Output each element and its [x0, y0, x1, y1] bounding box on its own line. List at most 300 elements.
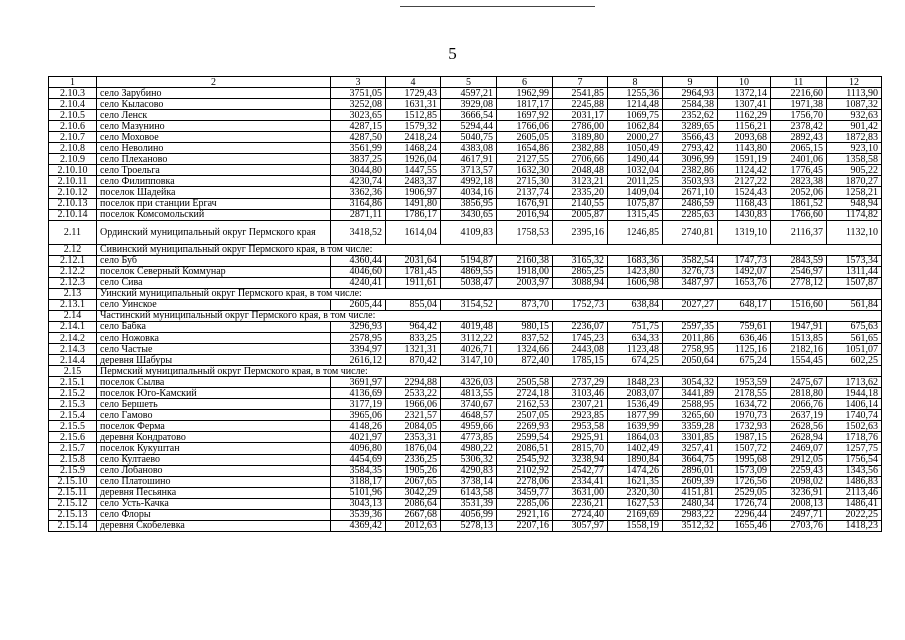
value-cell: 2584,38 [663, 99, 718, 110]
value-cell: 3740,67 [441, 399, 497, 410]
value-cell: 1257,75 [827, 443, 882, 454]
value-cell: 870,42 [386, 355, 441, 366]
value-cell: 2486,59 [663, 198, 718, 209]
value-cell: 2443,08 [553, 344, 608, 355]
settlement-name: село Култаево [97, 454, 331, 465]
value-cell: 4136,69 [331, 388, 386, 399]
value-cell: 964,42 [386, 321, 441, 332]
value-cell: 2086,64 [386, 498, 441, 509]
value-cell: 4597,21 [441, 88, 497, 99]
value-cell: 932,63 [827, 110, 882, 121]
value-cell: 1258,21 [827, 187, 882, 198]
value-cell: 2000,27 [608, 132, 663, 143]
value-cell: 4773,85 [441, 432, 497, 443]
row-code: 2.13 [49, 288, 97, 299]
table-row [49, 277, 882, 288]
value-cell: 4290,83 [441, 465, 497, 476]
table-row [49, 443, 882, 454]
value-cell: 1918,00 [497, 266, 553, 277]
value-cell: 3487,97 [663, 277, 718, 288]
value-cell: 3236,91 [771, 487, 827, 498]
table-row [49, 154, 882, 165]
value-cell: 1087,32 [827, 99, 882, 110]
value-cell: 2578,95 [331, 332, 386, 343]
table-row [49, 165, 882, 176]
value-cell: 4869,55 [441, 266, 497, 277]
value-cell: 4056,99 [441, 509, 497, 520]
value-cell: 1944,18 [827, 388, 882, 399]
value-cell: 1758,53 [497, 220, 553, 244]
value-cell: 1732,93 [718, 421, 771, 432]
value-cell: 1861,52 [771, 198, 827, 209]
value-cell: 4109,83 [441, 220, 497, 244]
value-cell: 1752,73 [553, 299, 608, 310]
value-cell: 2395,16 [553, 220, 608, 244]
value-cell: 5194,87 [441, 255, 497, 266]
value-cell: 1255,36 [608, 88, 663, 99]
value-cell: 3164,86 [331, 198, 386, 209]
row-code: 2.10.10 [49, 165, 97, 176]
value-cell: 4383,08 [441, 143, 497, 154]
value-cell: 948,94 [827, 198, 882, 209]
row-code: 2.10.13 [49, 198, 97, 209]
column-number-cell: 9 [663, 77, 718, 88]
table-row [49, 487, 882, 498]
value-cell: 1970,73 [718, 410, 771, 421]
table-row [49, 355, 882, 366]
value-cell: 2005,87 [553, 209, 608, 220]
value-cell: 1817,17 [497, 99, 553, 110]
value-cell: 1319,10 [718, 220, 771, 244]
value-cell: 2083,07 [608, 388, 663, 399]
value-cell: 3057,97 [553, 520, 608, 531]
value-cell: 1214,48 [608, 99, 663, 110]
settlement-name: поселок Шадейка [97, 187, 331, 198]
value-cell: 1507,72 [718, 443, 771, 454]
row-code: 2.10.11 [49, 176, 97, 187]
value-cell: 3418,52 [331, 220, 386, 244]
value-cell: 5101,96 [331, 487, 386, 498]
value-cell: 2011,25 [608, 176, 663, 187]
value-cell: 2162,53 [497, 399, 553, 410]
value-cell: 3430,65 [441, 209, 497, 220]
table-row [49, 377, 882, 388]
value-cell: 4617,91 [441, 154, 497, 165]
column-number-cell: 8 [608, 77, 663, 88]
row-code: 2.15.3 [49, 399, 97, 410]
value-cell: 2737,29 [553, 377, 608, 388]
value-cell: 1726,56 [718, 476, 771, 487]
value-cell: 4046,60 [331, 266, 386, 277]
value-cell: 1766,06 [497, 121, 553, 132]
row-code: 2.10.8 [49, 143, 97, 154]
value-cell: 2483,37 [386, 176, 441, 187]
value-cell: 3664,75 [663, 454, 718, 465]
value-cell: 2823,38 [771, 176, 827, 187]
settlement-name: деревня Шабуры [97, 355, 331, 366]
table-row [49, 344, 882, 355]
value-cell: 1409,04 [608, 187, 663, 198]
value-cell: 2050,64 [663, 355, 718, 366]
section-row [49, 288, 882, 299]
value-cell: 3044,80 [331, 165, 386, 176]
value-cell: 4992,18 [441, 176, 497, 187]
value-cell: 1987,15 [718, 432, 771, 443]
value-cell: 3177,19 [331, 399, 386, 410]
table-row [49, 299, 882, 310]
value-cell: 1573,09 [718, 465, 771, 476]
value-cell: 1554,45 [771, 355, 827, 366]
column-number-cell: 1 [49, 77, 97, 88]
value-cell: 2865,25 [553, 266, 608, 277]
value-cell: 2818,80 [771, 388, 827, 399]
value-cell: 4360,44 [331, 255, 386, 266]
value-cell: 1785,15 [553, 355, 608, 366]
value-cell: 5306,32 [441, 454, 497, 465]
row-code: 2.10.4 [49, 99, 97, 110]
table-row [49, 266, 882, 277]
value-cell: 2401,06 [771, 154, 827, 165]
value-cell: 2382,88 [553, 143, 608, 154]
value-cell: 2160,38 [497, 255, 553, 266]
value-cell: 3459,77 [497, 487, 553, 498]
value-cell: 3512,32 [663, 520, 718, 531]
value-cell: 1676,91 [497, 198, 553, 209]
value-cell: 3751,05 [331, 88, 386, 99]
value-cell: 2597,35 [663, 321, 718, 332]
value-cell: 3054,32 [663, 377, 718, 388]
table-row [49, 410, 882, 421]
value-cell: 5278,13 [441, 520, 497, 531]
value-cell: 2843,59 [771, 255, 827, 266]
value-cell: 872,40 [497, 355, 553, 366]
value-cell: 2353,31 [386, 432, 441, 443]
settlement-name: деревня Скобелевка [97, 520, 331, 531]
value-cell: 2307,21 [553, 399, 608, 410]
column-number-cell: 12 [827, 77, 882, 88]
value-cell: 2793,42 [663, 143, 718, 154]
value-cell: 4148,26 [331, 421, 386, 432]
row-code: 2.14.3 [49, 344, 97, 355]
value-cell: 2127,55 [497, 154, 553, 165]
value-cell: 3257,41 [663, 443, 718, 454]
value-cell: 1786,17 [386, 209, 441, 220]
value-cell: 1430,83 [718, 209, 771, 220]
value-cell: 1491,80 [386, 198, 441, 209]
row-code: 2.10.7 [49, 132, 97, 143]
value-cell: 1740,74 [827, 410, 882, 421]
value-cell: 1474,26 [608, 465, 663, 476]
settlement-name: село Мазунино [97, 121, 331, 132]
value-cell: 4287,50 [331, 132, 386, 143]
settlement-name: село Флоры [97, 509, 331, 520]
table-row [49, 498, 882, 509]
value-cell: 2758,95 [663, 344, 718, 355]
value-cell: 3362,36 [331, 187, 386, 198]
table-row [49, 321, 882, 332]
settlement-name: поселок при станции Ергач [97, 198, 331, 209]
row-code: 2.15.14 [49, 520, 97, 531]
value-cell: 2921,16 [497, 509, 553, 520]
tariff-table [48, 76, 882, 532]
value-cell: 1718,76 [827, 432, 882, 443]
value-cell: 3566,43 [663, 132, 718, 143]
value-cell: 2169,69 [608, 509, 663, 520]
value-cell: 4369,42 [331, 520, 386, 531]
value-cell: 2098,02 [771, 476, 827, 487]
value-cell: 3189,80 [553, 132, 608, 143]
value-cell: 2102,92 [497, 465, 553, 476]
value-cell: 1953,59 [718, 377, 771, 388]
value-cell: 1872,83 [827, 132, 882, 143]
value-cell: 2011,86 [663, 332, 718, 343]
value-cell: 1307,41 [718, 99, 771, 110]
value-cell: 1512,85 [386, 110, 441, 121]
value-cell: 3165,32 [553, 255, 608, 266]
value-cell: 1906,97 [386, 187, 441, 198]
value-cell: 3856,95 [441, 198, 497, 209]
value-cell: 2505,58 [497, 377, 553, 388]
value-cell: 3582,54 [663, 255, 718, 266]
value-cell: 2715,30 [497, 176, 553, 187]
value-cell: 4230,74 [331, 176, 386, 187]
value-cell: 2052,06 [771, 187, 827, 198]
value-cell: 3965,06 [331, 410, 386, 421]
section-title: Сивинский муниципальный округ Пермского края, в том числе: [97, 244, 882, 255]
value-cell: 2786,00 [553, 121, 608, 132]
value-cell: 2740,81 [663, 220, 718, 244]
value-cell: 4454,69 [331, 454, 386, 465]
value-cell: 3441,89 [663, 388, 718, 399]
value-cell: 2285,63 [663, 209, 718, 220]
value-cell: 1971,38 [771, 99, 827, 110]
value-cell: 2236,07 [553, 321, 608, 332]
value-cell: 1113,90 [827, 88, 882, 99]
value-cell: 1639,99 [608, 421, 663, 432]
value-cell: 2667,68 [386, 509, 441, 520]
value-cell: 1062,84 [608, 121, 663, 132]
value-cell: 2137,74 [497, 187, 553, 198]
table-row [49, 88, 882, 99]
row-code: 2.14.4 [49, 355, 97, 366]
table-row [49, 520, 882, 531]
value-cell: 2278,06 [497, 476, 553, 487]
value-cell: 1492,07 [718, 266, 771, 277]
value-cell: 2724,18 [497, 388, 553, 399]
value-cell: 1995,68 [718, 454, 771, 465]
value-cell: 561,65 [827, 332, 882, 343]
value-cell: 1372,14 [718, 88, 771, 99]
value-cell: 1174,82 [827, 209, 882, 220]
settlement-name: село Бершеть [97, 399, 331, 410]
table-row [49, 110, 882, 121]
value-cell: 2066,76 [771, 399, 827, 410]
value-cell: 3088,94 [553, 277, 608, 288]
value-cell: 2140,55 [553, 198, 608, 209]
value-cell: 2953,58 [553, 421, 608, 432]
settlement-name: село Моховое [97, 132, 331, 143]
value-cell: 1926,04 [386, 154, 441, 165]
value-cell: 1697,92 [497, 110, 553, 121]
value-cell: 2336,25 [386, 454, 441, 465]
value-cell: 3666,54 [441, 110, 497, 121]
section-row [49, 310, 882, 321]
value-cell: 2285,06 [497, 498, 553, 509]
value-cell: 636,46 [718, 332, 771, 343]
settlement-name: село Усть-Качка [97, 498, 331, 509]
value-cell: 905,22 [827, 165, 882, 176]
value-cell: 1870,27 [827, 176, 882, 187]
value-cell: 3359,28 [663, 421, 718, 432]
value-cell: 873,70 [497, 299, 553, 310]
value-cell: 2027,27 [663, 299, 718, 310]
settlement-name: село Зарубино [97, 88, 331, 99]
settlement-name: село Ножовка [97, 332, 331, 343]
row-code: 2.15.8 [49, 454, 97, 465]
value-cell: 1524,43 [718, 187, 771, 198]
row-code: 2.15.5 [49, 421, 97, 432]
value-cell: 4034,16 [441, 187, 497, 198]
value-cell: 2296,44 [718, 509, 771, 520]
row-code: 2.15.2 [49, 388, 97, 399]
value-cell: 2294,88 [386, 377, 441, 388]
settlement-name: село Буб [97, 255, 331, 266]
value-cell: 2003,97 [497, 277, 553, 288]
value-cell: 2628,94 [771, 432, 827, 443]
value-cell: 1468,24 [386, 143, 441, 154]
value-cell: 2541,85 [553, 88, 608, 99]
value-cell: 1966,06 [386, 399, 441, 410]
value-cell: 2086,51 [497, 443, 553, 454]
value-cell: 2964,93 [663, 88, 718, 99]
settlement-name: поселок Северный Коммунар [97, 266, 331, 277]
value-cell: 2671,10 [663, 187, 718, 198]
table-row [49, 187, 882, 198]
row-code: 2.15.4 [49, 410, 97, 421]
value-cell: 2116,37 [771, 220, 827, 244]
value-cell: 2378,42 [771, 121, 827, 132]
value-cell: 2084,05 [386, 421, 441, 432]
column-number-cell: 6 [497, 77, 553, 88]
value-cell: 2067,65 [386, 476, 441, 487]
column-number-cell: 3 [331, 77, 386, 88]
row-code: 2.15.1 [49, 377, 97, 388]
column-number-cell: 4 [386, 77, 441, 88]
table-row [49, 509, 882, 520]
value-cell: 4240,41 [331, 277, 386, 288]
value-cell: 1848,23 [608, 377, 663, 388]
value-cell: 3154,52 [441, 299, 497, 310]
value-cell: 2269,93 [497, 421, 553, 432]
row-code: 2.14.2 [49, 332, 97, 343]
column-number-cell: 11 [771, 77, 827, 88]
value-cell: 675,63 [827, 321, 882, 332]
value-cell: 1406,14 [827, 399, 882, 410]
value-cell: 1050,49 [608, 143, 663, 154]
row-code: 2.15.9 [49, 465, 97, 476]
value-cell: 2925,91 [553, 432, 608, 443]
value-cell: 2321,57 [386, 410, 441, 421]
settlement-name: село Неволино [97, 143, 331, 154]
table-row [49, 209, 882, 220]
value-cell: 833,25 [386, 332, 441, 343]
value-cell: 648,17 [718, 299, 771, 310]
value-cell: 1621,35 [608, 476, 663, 487]
value-cell: 3112,22 [441, 332, 497, 343]
value-cell: 1051,07 [827, 344, 882, 355]
section-title: Частинский муниципальный округ Пермского края, в том числе: [97, 310, 882, 321]
value-cell: 1876,04 [386, 443, 441, 454]
value-cell: 3188,17 [331, 476, 386, 487]
value-cell: 2605,05 [497, 132, 553, 143]
value-cell: 1321,31 [386, 344, 441, 355]
value-cell: 675,24 [718, 355, 771, 366]
settlement-name: село Кыласово [97, 99, 331, 110]
value-cell: 1343,56 [827, 465, 882, 476]
value-cell: 1125,16 [718, 344, 771, 355]
value-cell: 3265,60 [663, 410, 718, 421]
value-cell: 2182,16 [771, 344, 827, 355]
value-cell: 1162,29 [718, 110, 771, 121]
row-code: 2.14 [49, 310, 97, 321]
value-cell: 1631,31 [386, 99, 441, 110]
settlement-name: село Филипповка [97, 176, 331, 187]
value-cell: 1246,85 [608, 220, 663, 244]
table-row [49, 454, 882, 465]
value-cell: 2616,12 [331, 355, 386, 366]
value-cell: 1502,63 [827, 421, 882, 432]
table-row [49, 121, 882, 132]
value-cell: 2031,17 [553, 110, 608, 121]
value-cell: 4021,97 [331, 432, 386, 443]
value-cell: 1069,75 [608, 110, 663, 121]
value-cell: 2871,11 [331, 209, 386, 220]
settlement-name: поселок Ферма [97, 421, 331, 432]
table-row [49, 176, 882, 187]
value-cell: 561,84 [827, 299, 882, 310]
value-cell: 1124,42 [718, 165, 771, 176]
settlement-name: поселок Юго-Камский [97, 388, 331, 399]
value-cell: 2533,22 [386, 388, 441, 399]
value-cell: 1132,10 [827, 220, 882, 244]
value-cell: 2113,46 [827, 487, 882, 498]
settlement-name: село Плеханово [97, 154, 331, 165]
value-cell: 3296,93 [331, 321, 386, 332]
value-cell: 1324,66 [497, 344, 553, 355]
settlement-name: село Платошино [97, 476, 331, 487]
settlement-name: деревня Кондратово [97, 432, 331, 443]
value-cell: 1311,44 [827, 266, 882, 277]
value-cell: 1729,43 [386, 88, 441, 99]
value-cell: 5040,75 [441, 132, 497, 143]
value-cell: 1486,83 [827, 476, 882, 487]
settlement-name: село Гамово [97, 410, 331, 421]
row-code: 2.10.5 [49, 110, 97, 121]
value-cell: 2469,07 [771, 443, 827, 454]
value-cell: 2382,86 [663, 165, 718, 176]
settlement-name: село Троельга [97, 165, 331, 176]
value-cell: 2259,43 [771, 465, 827, 476]
value-cell: 1877,99 [608, 410, 663, 421]
row-code: 2.15.6 [49, 432, 97, 443]
value-cell: 1781,45 [386, 266, 441, 277]
value-cell: 2507,05 [497, 410, 553, 421]
value-cell: 1654,86 [497, 143, 553, 154]
row-code: 2.15.7 [49, 443, 97, 454]
row-code: 2.15.12 [49, 498, 97, 509]
row-code: 2.12.3 [49, 277, 97, 288]
settlement-name: деревня Песьянка [97, 487, 331, 498]
